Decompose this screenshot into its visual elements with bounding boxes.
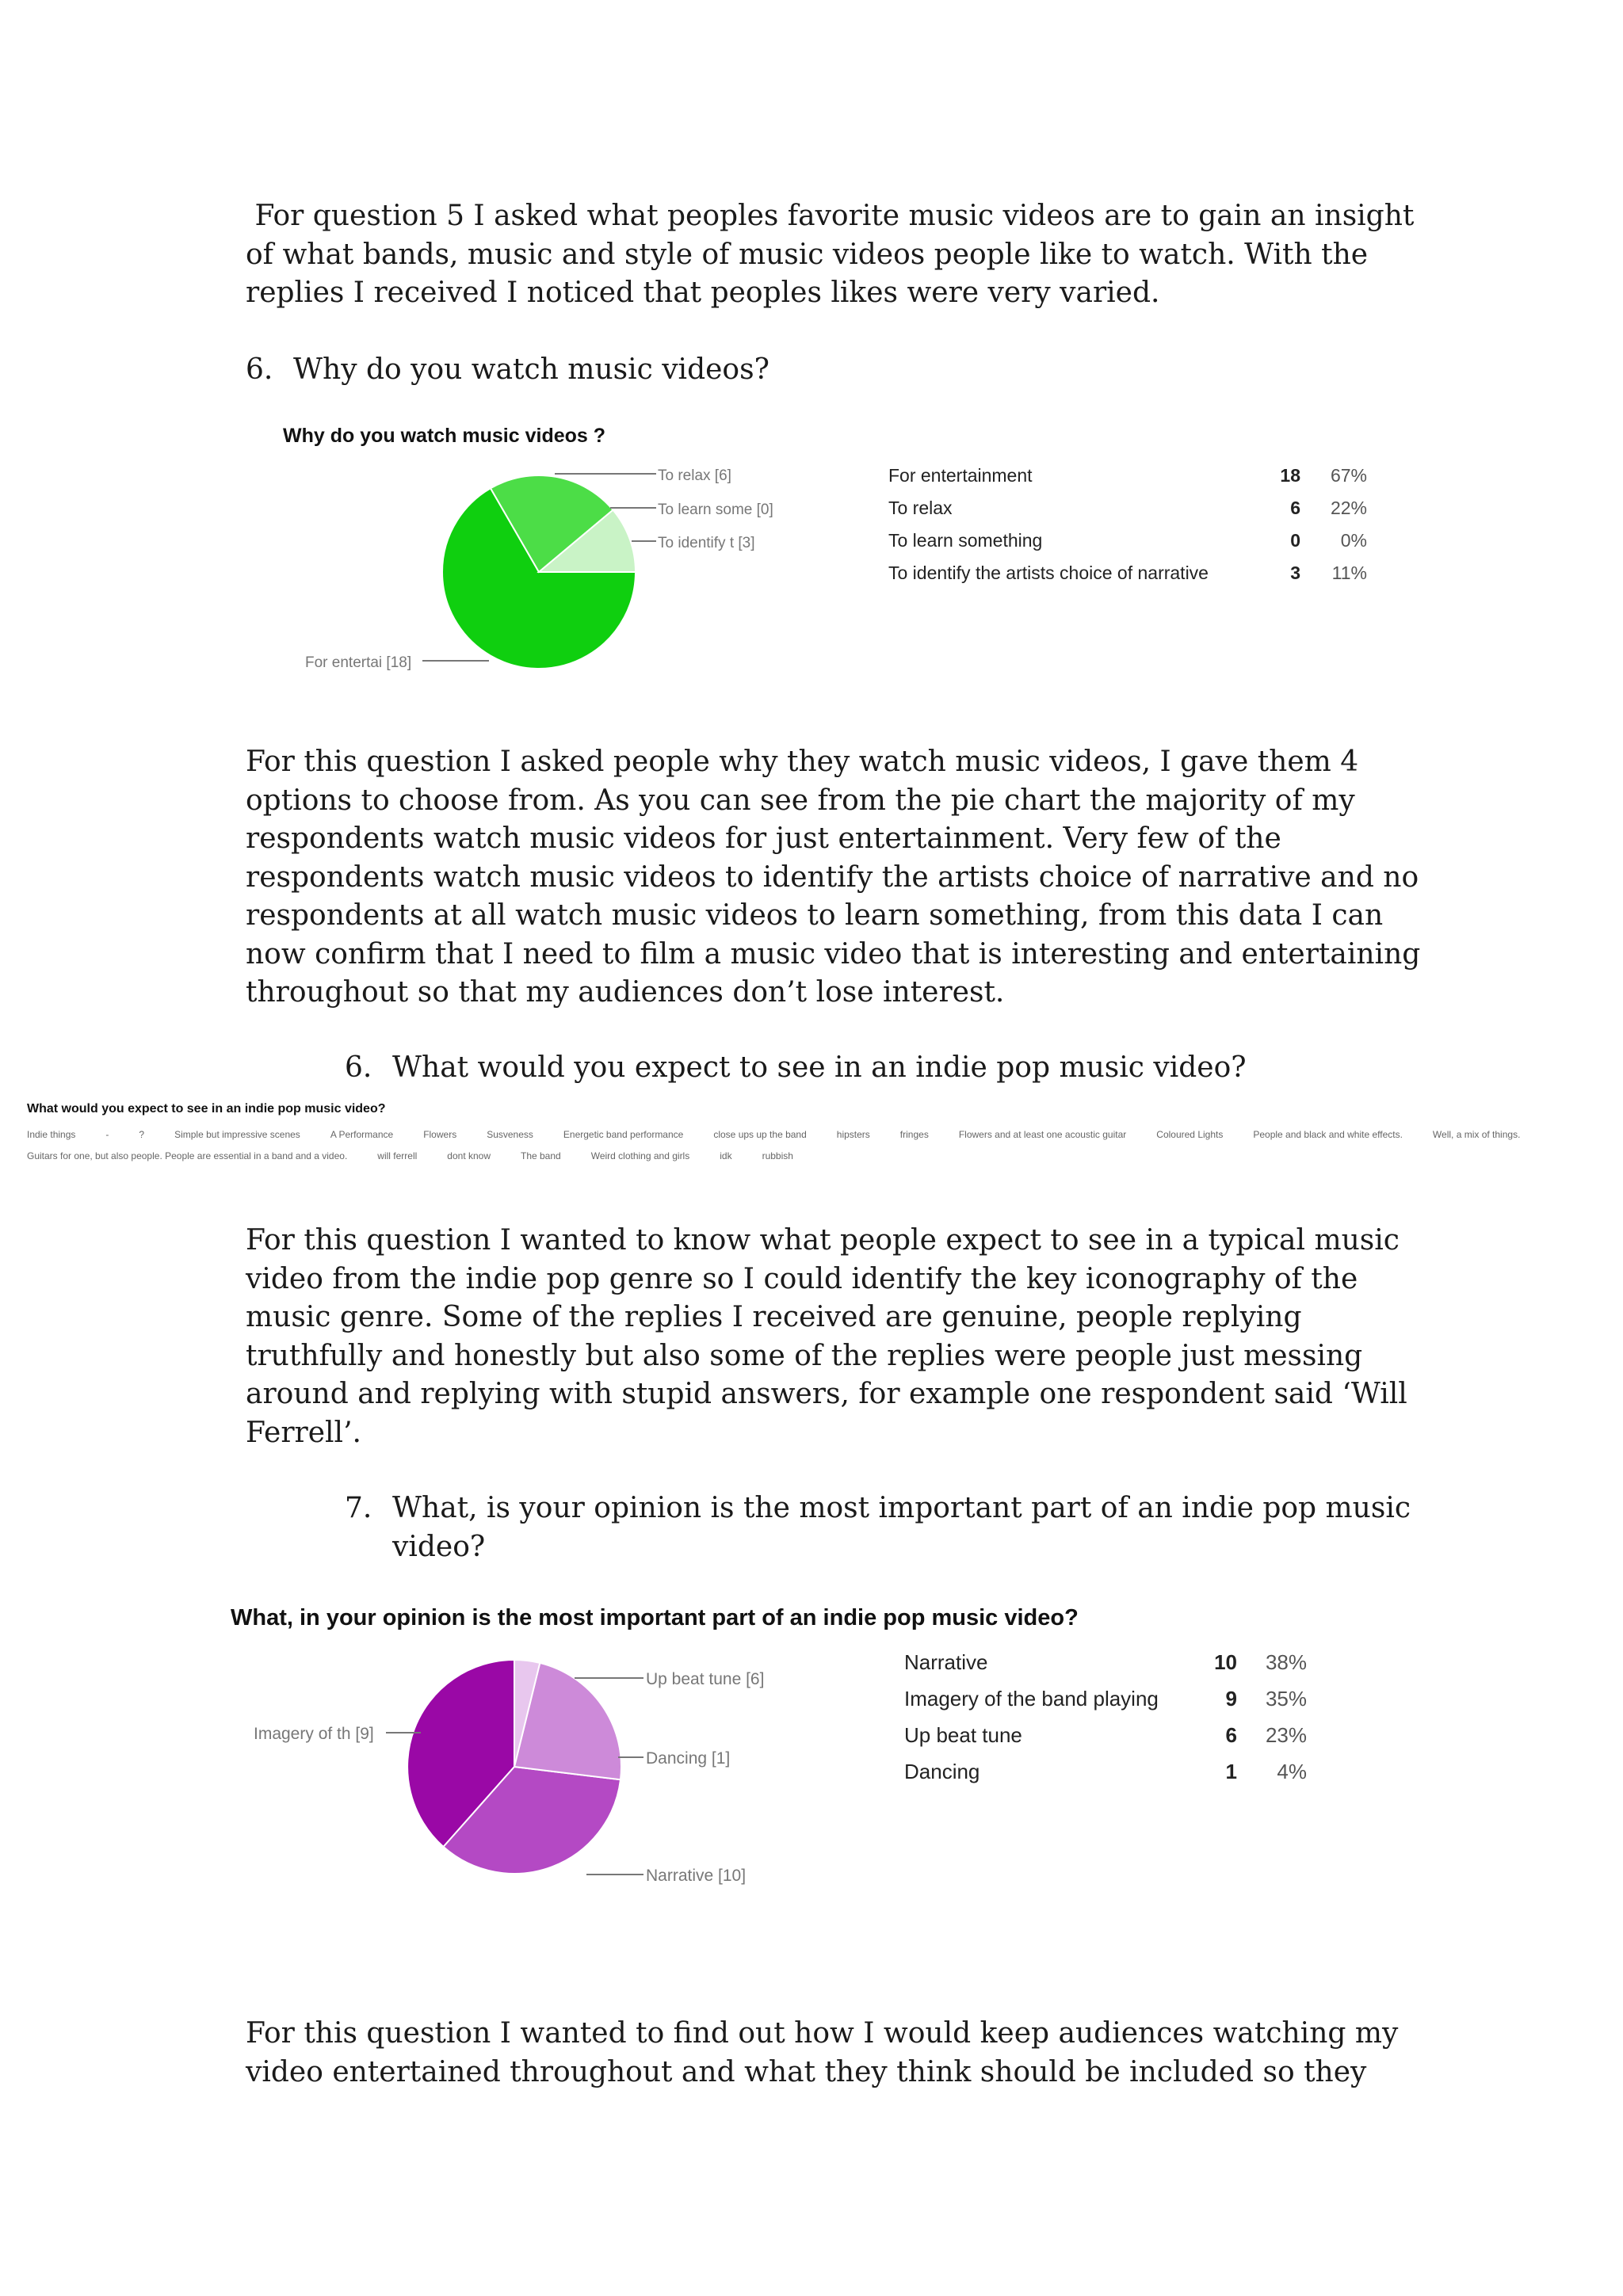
response-item: fringes <box>899 1129 929 1140</box>
response-item: dont know <box>447 1150 491 1161</box>
response-item: idk <box>720 1150 732 1161</box>
response-item: close ups up the band <box>713 1129 807 1140</box>
row-label: Narrative <box>904 1650 988 1674</box>
response-item: Weird clothing and girls <box>590 1150 690 1161</box>
row-label: To identify the artists choice of narrative <box>888 563 1209 583</box>
response-item: rubbish <box>762 1150 793 1161</box>
row-percent: 22% <box>1330 498 1367 518</box>
text-line: respondents at all watch music videos to learn something, from this data I can <box>246 899 1384 932</box>
table-row <box>904 1644 1307 1680</box>
response-item: Energetic band performance <box>563 1129 684 1140</box>
row-percent: 35% <box>1265 1686 1307 1711</box>
chart-title: Why do you watch music videos ? <box>283 425 606 447</box>
text-line: For this question I wanted to know what people expect to see in a typical music <box>246 1224 1400 1257</box>
text-line: respondents watch music videos for just entertainment. Very few of the <box>246 822 1281 855</box>
response-item: Guitars for one, but also people. People are essential in a band and a video. <box>27 1150 348 1161</box>
text-line: around and replying with stupid answers, for example one respondent said ‘Will <box>246 1378 1407 1410</box>
response-item: People and black and white effects. <box>1253 1129 1403 1140</box>
table-row <box>888 460 1367 492</box>
row-count: 18 <box>1280 465 1300 486</box>
text-line: video entertained throughout and what they think should be included so they <box>246 2055 1367 2088</box>
question-text: video? <box>392 1530 486 1563</box>
row-percent: 67% <box>1330 465 1367 486</box>
response-item: A Performance <box>330 1129 394 1140</box>
pie-label: To learn some [0] <box>658 502 773 518</box>
response-item: Simple but impressive scenes <box>174 1129 300 1140</box>
response-item: will ferrell <box>377 1150 418 1161</box>
question-text: What, is your opinion is the most important part of an indie pop music <box>392 1492 1411 1524</box>
question-number: 6. <box>345 1051 372 1084</box>
row-count: 3 <box>1290 563 1300 583</box>
analysis-paragraph <box>246 1222 1407 1452</box>
analysis-paragraph <box>246 743 1421 1013</box>
row-percent: 0% <box>1340 530 1367 551</box>
pie-label: Dancing [1] <box>646 1749 731 1768</box>
response-item: Coloured Lights <box>1156 1129 1224 1140</box>
text-line: truthfully and honestly but also some of the replies were people just messing <box>246 1339 1363 1372</box>
row-percent: 11% <box>1331 563 1367 583</box>
pie-label: Up beat tune [6] <box>646 1670 765 1688</box>
response-item: Susveness <box>487 1129 533 1140</box>
response-item: Flowers and at least one acoustic guitar <box>958 1129 1127 1140</box>
row-percent: 4% <box>1277 1759 1307 1783</box>
table-row <box>904 1717 1307 1753</box>
table-row <box>888 557 1367 589</box>
table-row <box>888 492 1367 524</box>
table-row <box>904 1680 1307 1717</box>
response-item: ? <box>139 1129 145 1140</box>
response-item: - <box>105 1129 109 1140</box>
question-number: 6. <box>246 353 273 386</box>
pie-label: Narrative [10] <box>646 1867 747 1885</box>
table-row <box>904 1753 1307 1790</box>
row-count: 10 <box>1214 1650 1237 1674</box>
responses-title: What would you expect to see in an indie pop music video? <box>27 1102 386 1116</box>
text-line: now confirm that I need to film a music video that is interesting and entertaining <box>246 937 1421 971</box>
pie-label: To relax [6] <box>658 467 731 484</box>
row-label: To learn something <box>888 530 1043 551</box>
row-count: 1 <box>1225 1759 1237 1783</box>
row-count: 6 <box>1225 1722 1237 1747</box>
text-line: of what bands, music and style of music videos people like to watch. With the <box>246 238 1369 271</box>
row-percent: 23% <box>1265 1722 1307 1747</box>
question-text: Why do you watch music videos? <box>293 353 769 386</box>
row-count: 0 <box>1290 530 1300 551</box>
text-line: For question 5 I asked what peoples favorite music videos are to gain an insight <box>246 200 1415 232</box>
text-line: For this question I wanted to find out how I would keep audiences watching my <box>246 2017 1399 2050</box>
response-item: Well, a mix of things. <box>1432 1129 1521 1140</box>
text-line: respondents watch music videos to identify the artists choice of narrative and no <box>246 860 1419 894</box>
text-line: For this question I asked people why they watch music videos, I gave them 4 <box>246 746 1359 778</box>
row-label: To relax <box>888 498 953 518</box>
analysis-paragraph <box>246 2015 1399 2092</box>
results-table <box>904 1644 1307 1790</box>
row-label: Up beat tune <box>904 1722 1022 1747</box>
row-label: For entertainment <box>888 465 1033 486</box>
results-table <box>888 460 1367 589</box>
text-line: video from the indie pop genre so I could identify the key iconography of the <box>246 1262 1358 1295</box>
row-percent: 38% <box>1265 1650 1307 1674</box>
row-count: 6 <box>1290 498 1300 518</box>
chart-title: What, in your opinion is the most important part of an indie pop music video? <box>231 1605 1079 1630</box>
response-item: hipsters <box>836 1129 870 1140</box>
question-text: What would you expect to see in an indie pop music video? <box>392 1051 1247 1084</box>
row-label: Imagery of the band playing <box>904 1686 1159 1711</box>
question-heading <box>345 1049 1247 1088</box>
text-line: throughout so that my audiences don’t lose interest. <box>246 976 1005 1009</box>
responses-row <box>27 1129 1550 1140</box>
row-label: Dancing <box>904 1759 980 1783</box>
text-line: music genre. Some of the replies I received are genuine, people replying <box>246 1301 1302 1333</box>
question-heading <box>345 1489 1411 1566</box>
question-number: 7. <box>345 1492 372 1524</box>
pie-label: For entertai [18] <box>305 654 412 671</box>
pie-label: Imagery of th [9] <box>254 1725 374 1743</box>
response-item: Indie things <box>27 1129 76 1140</box>
text-line: replies I received I noticed that peoples likes were very varied. <box>246 277 1160 309</box>
text-line: Ferrell’. <box>246 1416 361 1449</box>
response-item: The band <box>521 1150 561 1161</box>
row-count: 9 <box>1225 1686 1237 1711</box>
response-item: Flowers <box>423 1129 457 1140</box>
pie-label: To identify t [3] <box>658 535 755 551</box>
table-row <box>888 524 1367 557</box>
responses-row <box>27 1150 823 1161</box>
text-line: options to choose from. As you can see from the pie chart the majority of my <box>246 784 1355 817</box>
